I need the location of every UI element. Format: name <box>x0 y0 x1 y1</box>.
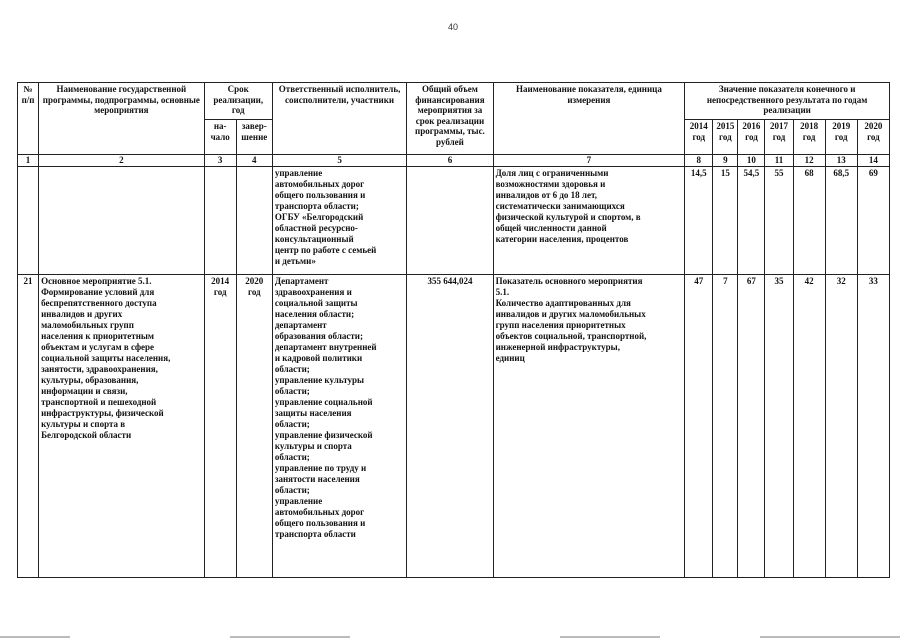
row-value: 68,5 <box>825 167 857 275</box>
row-value: 54,5 <box>738 167 765 275</box>
table-row <box>18 275 890 578</box>
row-indicator: Показатель основного мероприятия 5.1. Количество адаптированных для инвалидов и других маломобильных групп населения приоритетных объектов социальной, транспортной, инженерной инфраструктуры, единиц <box>493 275 685 578</box>
column-index: 6 <box>407 155 493 167</box>
row-value: 35 <box>765 275 793 578</box>
row-executor: управление автомобильных дорог общего пользования и транспорта области; ОГБУ «Белгородский областной ресурсно- консультационный центр по работе с семьей и детьми» <box>272 167 406 275</box>
column-index: 3 <box>204 155 236 167</box>
header-executor: Ответственный исполнитель, соисполнители, участники <box>272 83 406 155</box>
row-start: 2014 год <box>204 275 236 578</box>
scan-artifact <box>230 636 350 638</box>
header-year: 2018 год <box>793 120 825 155</box>
row-value: 42 <box>793 275 825 578</box>
column-index: 1 <box>18 155 39 167</box>
header-year: 2016 год <box>738 120 765 155</box>
row-value: 7 <box>713 275 738 578</box>
row-value: 32 <box>825 275 857 578</box>
header-program-name: Наименование государственной программы, подпрограммы, основные мероприятия <box>39 83 205 155</box>
program-table <box>17 82 890 578</box>
header-period-start: на-чало <box>204 120 236 155</box>
header-year: 2015 год <box>713 120 738 155</box>
row-value: 67 <box>738 275 765 578</box>
column-index: 8 <box>685 155 713 167</box>
header-year: 2017 год <box>765 120 793 155</box>
row-program-name <box>39 167 205 275</box>
row-funding: 355 644,024 <box>407 275 493 578</box>
row-executor: Департамент здравоохранения и социальной защиты населения области; департамент образования области; департамент внутренней и кадровой политики области; управление культуры области; управление социальной защиты населения области; управление физической культуры и спорта области; управление по труду и занятости населения области; управление автомобильных дорог общего пользования и транспорта области <box>272 275 406 578</box>
row-value: 14,5 <box>685 167 713 275</box>
row-indicator: Доля лиц с ограниченными возможностями здоровья и инвалидов от 6 до 18 лет, систематически занимающихся физической культурой и спортом, в общей численности данной категории населения, процентов <box>493 167 685 275</box>
header-funding: Общий объем финансирования мероприятия за срок реализации программы, тыс. рублей <box>407 83 493 155</box>
row-funding <box>407 167 493 275</box>
row-value: 47 <box>685 275 713 578</box>
table-row <box>18 167 890 275</box>
scan-artifact <box>760 636 900 638</box>
row-value: 55 <box>765 167 793 275</box>
header-num: № п/п <box>18 83 39 155</box>
column-index: 14 <box>857 155 889 167</box>
column-index: 11 <box>765 155 793 167</box>
column-index: 13 <box>825 155 857 167</box>
column-index: 4 <box>236 155 272 167</box>
row-value: 68 <box>793 167 825 275</box>
header-year: 2020 год <box>857 120 889 155</box>
header-period: Срок реализации, год <box>204 83 272 120</box>
column-index: 5 <box>272 155 406 167</box>
header-values: Значение показателя конечного и непосредственного результата по годам реализации <box>685 83 890 120</box>
column-index: 10 <box>738 155 765 167</box>
column-index: 7 <box>493 155 685 167</box>
scan-artifact <box>0 636 70 638</box>
row-num: 21 <box>18 275 39 578</box>
scan-artifact <box>560 636 660 638</box>
column-index: 2 <box>39 155 205 167</box>
row-value: 69 <box>857 167 889 275</box>
header-indicator: Наименование показателя, единица измерения <box>493 83 685 155</box>
header-period-end: завер-шение <box>236 120 272 155</box>
column-index-row <box>18 155 890 167</box>
page-number: 40 <box>447 22 458 32</box>
header-year: 2019 год <box>825 120 857 155</box>
row-value: 15 <box>713 167 738 275</box>
row-end: 2020 год <box>236 275 272 578</box>
header-year: 2014 год <box>685 120 713 155</box>
row-end <box>236 167 272 275</box>
row-value: 33 <box>857 275 889 578</box>
row-start <box>204 167 236 275</box>
row-num <box>18 167 39 275</box>
column-index: 9 <box>713 155 738 167</box>
column-index: 12 <box>793 155 825 167</box>
row-program-name: Основное мероприятие 5.1. Формирование условий для беспрепятственного доступа инвалидов и других маломобильных групп населения к приоритетным объектам и услугам в сфере социальной защиты населения, занятости, здравоохранения, культуры, образования, информации и связи, транспортной и пешеходной инфраструктуры, физической культуры и спорта в Белгородской области <box>39 275 205 578</box>
header-row <box>18 83 890 120</box>
